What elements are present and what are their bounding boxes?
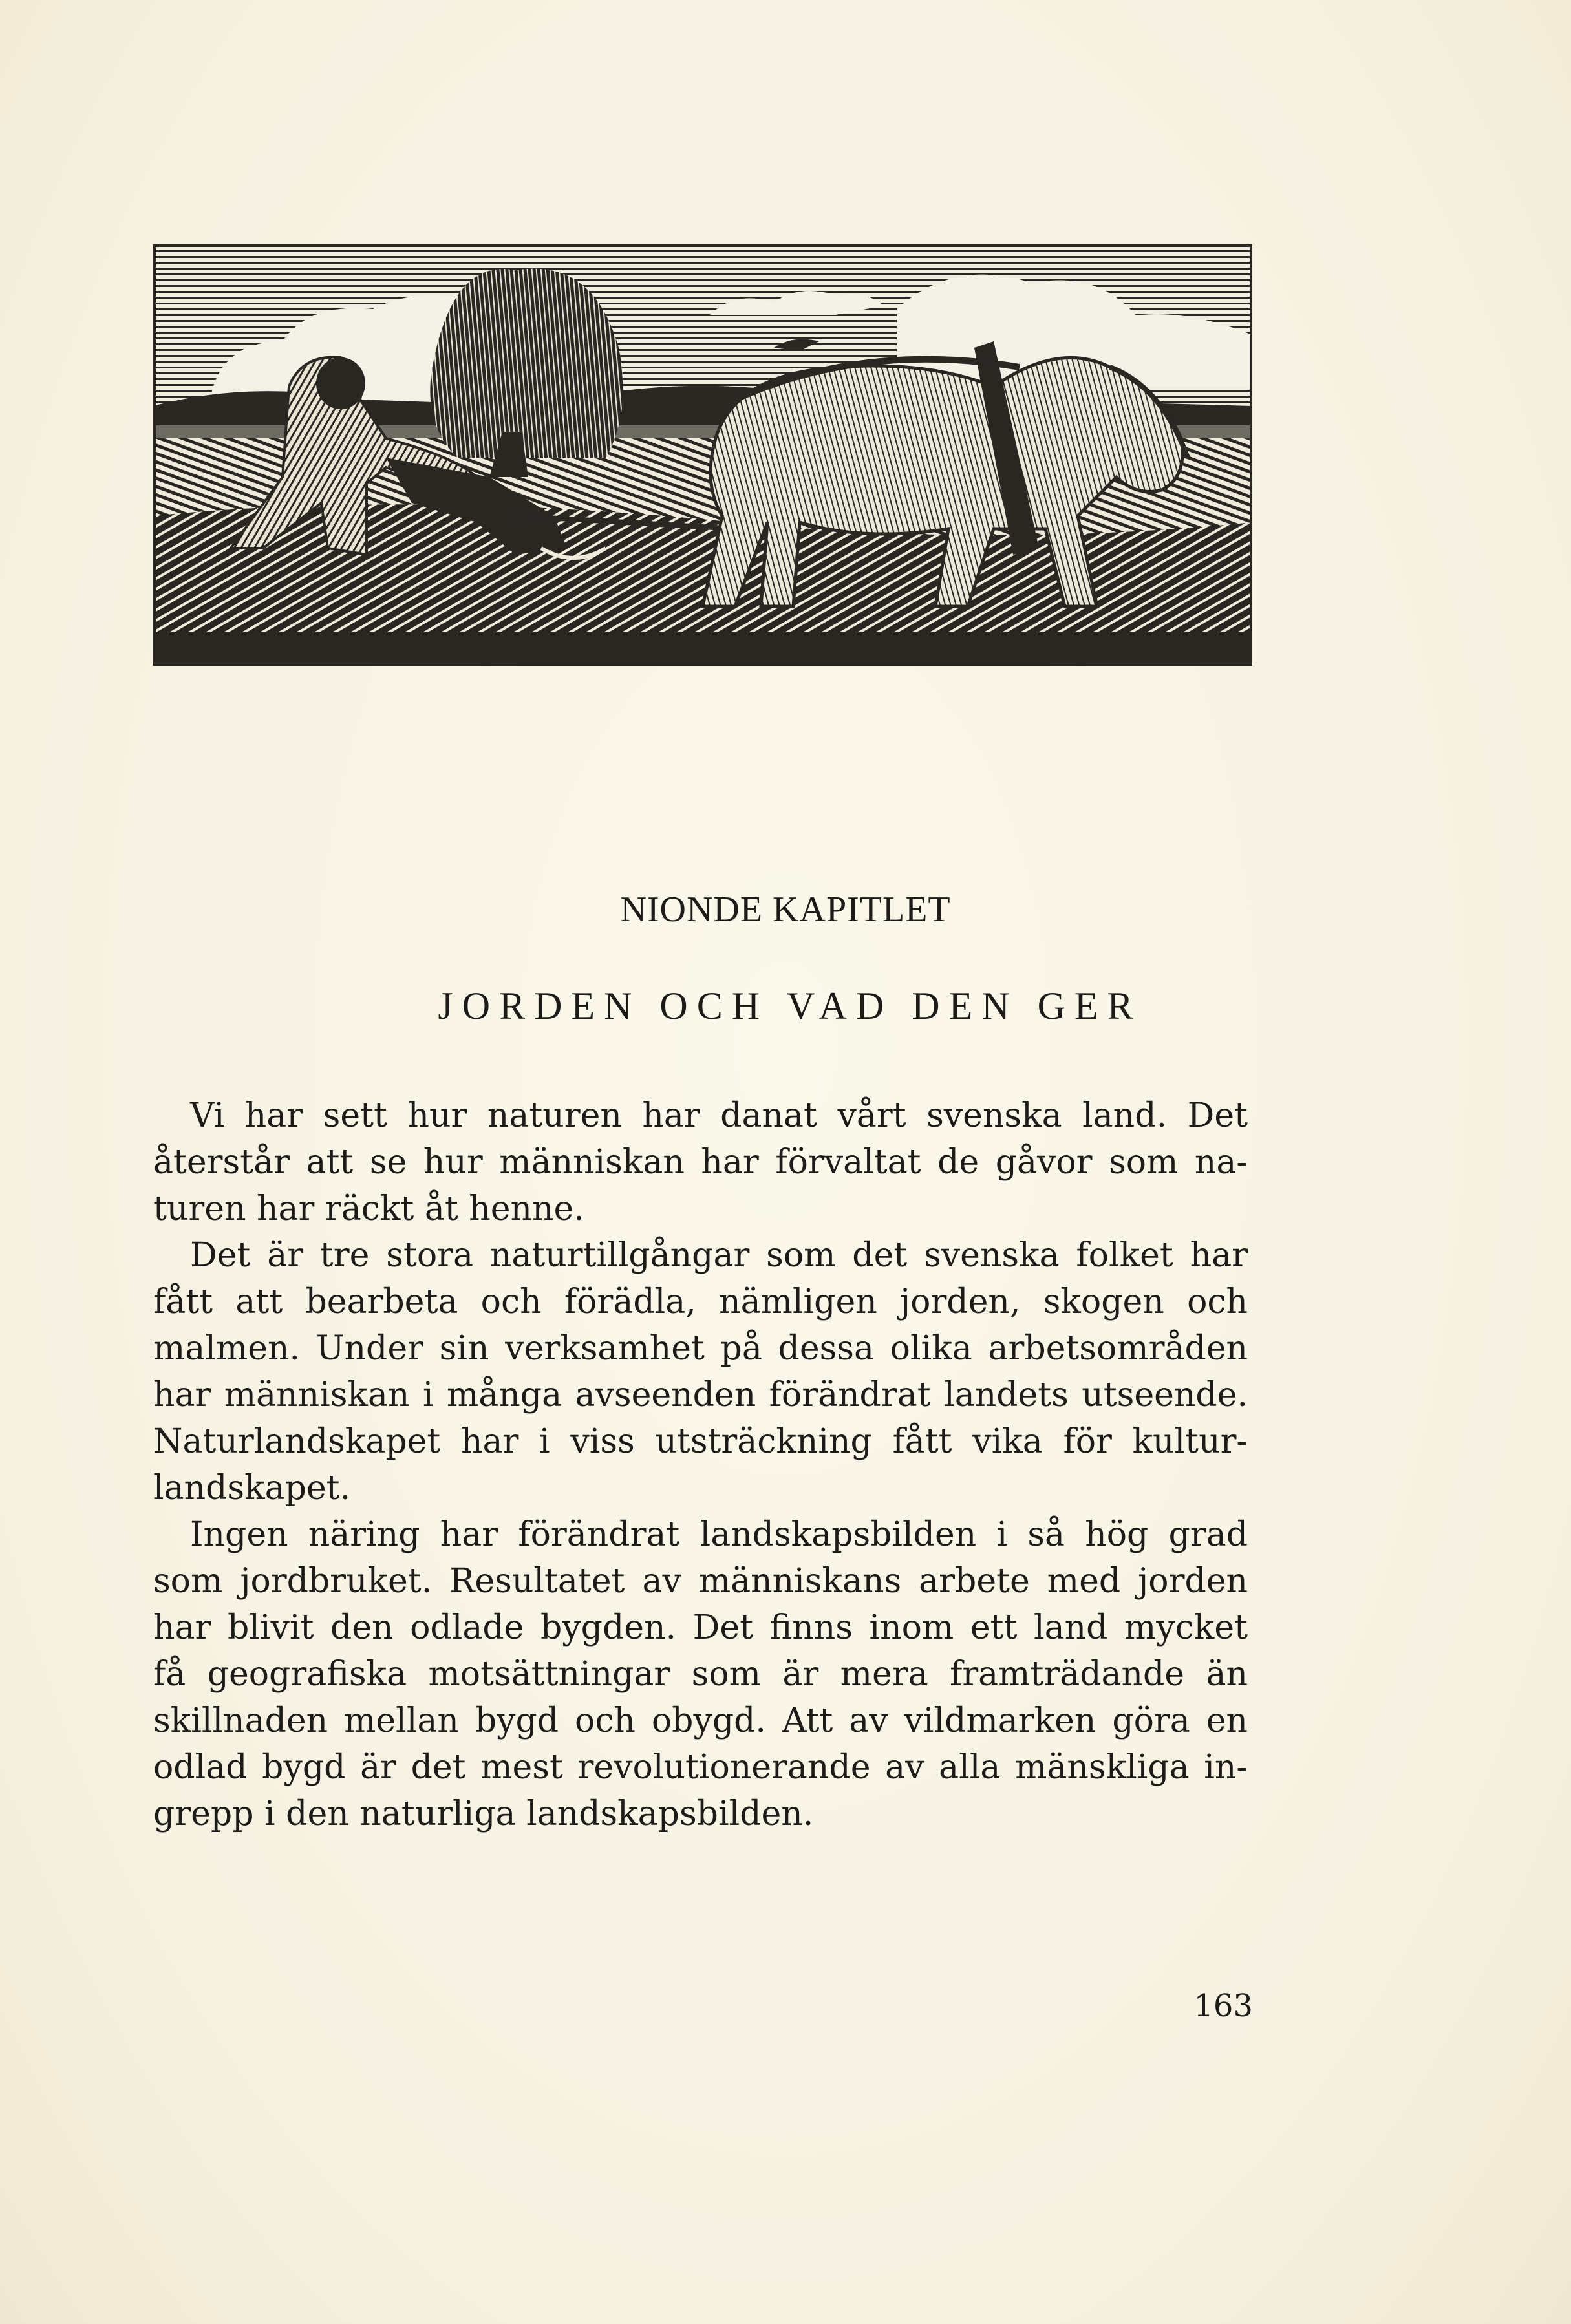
text-line: Naturlandskapet har i viss utsträckning fått vika för kultur-: [153, 1422, 1248, 1461]
text-line: turen har räckt åt henne.: [153, 1189, 584, 1228]
text-line: fått att bearbeta och förädla, nämligen jorden, skogen och: [153, 1283, 1248, 1321]
text-line: få geografiska motsättningar som är mera framträdande än: [153, 1655, 1248, 1694]
text-line: landskapet.: [153, 1469, 351, 1508]
text-line: som jordbruket. Resultatet av människans arbete med jorden: [153, 1562, 1248, 1601]
text-line: Vi har sett hur naturen har danat vårt svenska land. Det: [190, 1096, 1248, 1135]
page-number: 163: [1193, 1988, 1253, 2024]
text-line: återstår att se hur människan har förvaltat de gåvor som na-: [153, 1143, 1248, 1182]
text-line: odlad bygd är det mest revolutionerande av alla mänskliga in-: [153, 1748, 1248, 1787]
text-line: Det är tre stora naturtillgångar som det svenska folket har: [190, 1236, 1248, 1275]
paragraph: [153, 1232, 1248, 1511]
text-line: har människan i många avseenden förändrat landets utseende.: [153, 1376, 1248, 1414]
chapter-label: NIONDE KAPITLET: [620, 890, 951, 930]
chapter-title: JORDEN OCH VAD DEN GER: [438, 985, 1142, 1027]
body-text: [153, 1093, 1248, 1837]
text-line: grepp i den naturliga landskapsbilden.: [153, 1795, 814, 1833]
text-line: Ingen näring har förändrat landskapsbilden i så hög grad: [190, 1515, 1248, 1554]
text-line: har blivit den odlade bygden. Det finns inom ett land mycket: [153, 1608, 1248, 1647]
text-line: skillnaden mellan bygd och obygd. Att av vildmarken göra en: [153, 1701, 1248, 1740]
paragraph: [153, 1093, 1248, 1232]
text-line: malmen. Under sin verksamhet på dessa olika arbetsområden: [153, 1329, 1248, 1368]
paragraph: [153, 1511, 1248, 1837]
woodcut-illustration: [153, 244, 1252, 666]
